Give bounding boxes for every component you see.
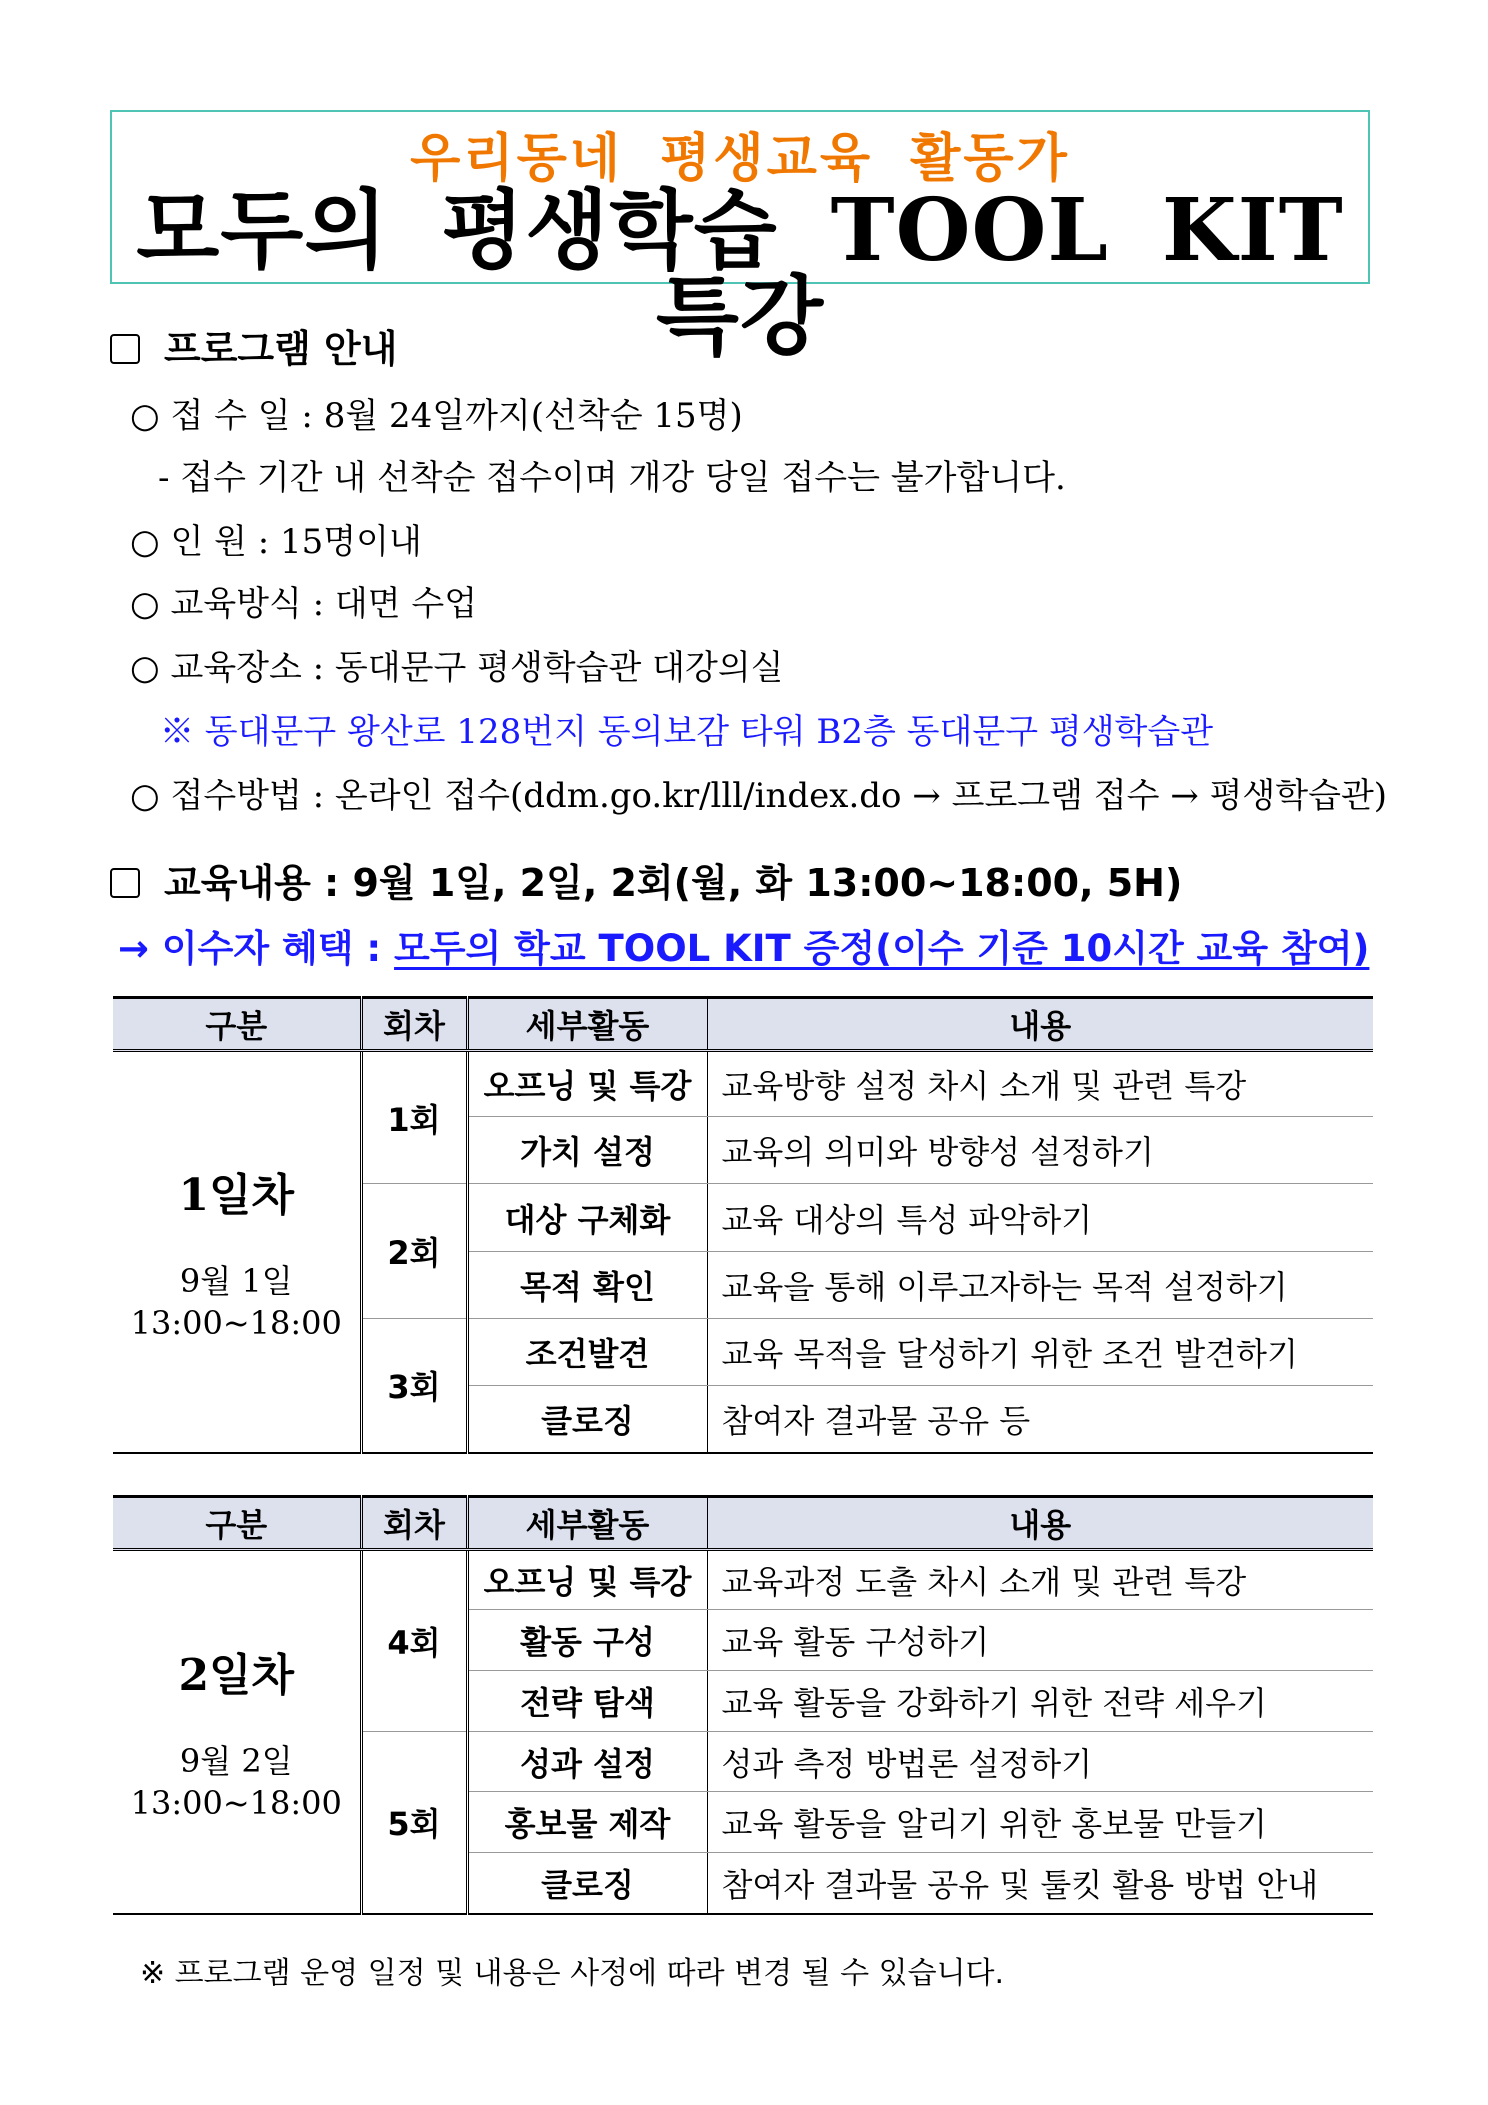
info-line-deadline: ○ 접 수 일 : 8월 24일까지(선착순 15명): [130, 396, 743, 436]
session-cell: 2회: [361, 1184, 467, 1319]
day-label: 2일차: [178, 1650, 295, 1702]
schedule-table-day2: [113, 1495, 1373, 1915]
activity-cell: 대상 구체화: [467, 1184, 707, 1252]
header-session: 회차: [361, 998, 467, 1051]
program-section-heading: 프로그램 안내: [110, 318, 397, 373]
benefit-line: [118, 918, 1369, 972]
header-detail: 내용: [707, 1497, 1373, 1550]
checkbox-square-icon: [110, 868, 140, 898]
detail-cell: 참여자 결과물 공유 및 툴킷 활용 방법 안내: [707, 1853, 1373, 1914]
activity-cell: 조건발견: [467, 1319, 707, 1386]
detail-cell: 교육방향 설정 차시 소개 및 관련 특강: [707, 1051, 1373, 1117]
content-section-heading: 교육내용 : 9월 1일, 2일, 2회(월, 화 13:00~18:00, 5H): [110, 852, 1182, 907]
detail-cell: 교육 활동을 알리기 위한 홍보물 만들기: [707, 1792, 1373, 1853]
day-cell: [113, 1051, 361, 1453]
day-date: 9월 2일 13:00~18:00: [130, 1742, 342, 1822]
detail-cell: 교육 대상의 특성 파악하기: [707, 1184, 1373, 1252]
activity-cell: 클로징: [467, 1853, 707, 1914]
activity-cell: 오프닝 및 특강: [467, 1550, 707, 1610]
table-row: [113, 1051, 1373, 1117]
detail-cell: 교육의 의미와 방향성 설정하기: [707, 1117, 1373, 1184]
footer-note: ※ 프로그램 운영 일정 및 내용은 사정에 따라 변경 될 수 있습니다.: [140, 1956, 1005, 1991]
activity-cell: 클로징: [467, 1386, 707, 1453]
table-row: [113, 1550, 1373, 1610]
header-category: 구분: [113, 1497, 361, 1550]
detail-cell: 참여자 결과물 공유 등: [707, 1386, 1373, 1453]
day-label: 1일차: [178, 1170, 295, 1222]
activity-cell: 가치 설정: [467, 1117, 707, 1184]
session-cell: 1회: [361, 1051, 467, 1184]
page-title: 모두의 평생학습 TOOL KIT 특강: [136, 180, 1344, 367]
day-date: 9월 1일 13:00~18:00: [130, 1262, 342, 1342]
session-cell: 4회: [361, 1550, 467, 1732]
benefit-prefix: → 이수자 혜택 :: [118, 927, 395, 970]
detail-cell: 교육과정 도출 차시 소개 및 관련 특강: [707, 1550, 1373, 1610]
info-line-method: ○ 교육방식 : 대면 수업: [130, 584, 478, 624]
detail-cell: 교육 활동 구성하기: [707, 1610, 1373, 1671]
header-session: 회차: [361, 1497, 467, 1550]
detail-cell: 교육을 통해 이루고자하는 목적 설정하기: [707, 1252, 1373, 1319]
session-cell: 5회: [361, 1732, 467, 1914]
header-detail: 내용: [707, 998, 1373, 1051]
info-line-capacity: ○ 인 원 : 15명이내: [130, 522, 422, 562]
activity-cell: 홍보물 제작: [467, 1792, 707, 1853]
header-activity: 세부활동: [467, 1497, 707, 1550]
activity-cell: 성과 설정: [467, 1732, 707, 1792]
day-cell: [113, 1550, 361, 1914]
activity-cell: 전략 탐색: [467, 1671, 707, 1732]
checkbox-square-icon: [110, 334, 140, 364]
activity-cell: 활동 구성: [467, 1610, 707, 1671]
detail-cell: 교육 활동을 강화하기 위한 전략 세우기: [707, 1671, 1373, 1732]
table-header-row: [113, 1497, 1373, 1550]
benefit-text: 모두의 학교 TOOL KIT 증정(이수 기준 10시간 교육 참여): [394, 927, 1370, 970]
info-line-deadline-note: - 접수 기간 내 선착순 접수이며 개강 당일 접수는 불가합니다.: [158, 458, 1066, 498]
info-line-address: ※ 동대문구 왕산로 128번지 동의보감 타워 B2층 동대문구 평생학습관: [160, 712, 1214, 752]
header-category: 구분: [113, 998, 361, 1051]
info-line-registration: ○ 접수방법 : 온라인 접수(ddm.go.kr/lll/index.do → 프로그램 접수 → 평생학습관): [130, 776, 1388, 816]
session-cell: 3회: [361, 1319, 467, 1453]
table-header-row: [113, 998, 1373, 1051]
detail-cell: 교육 목적을 달성하기 위한 조건 발견하기: [707, 1319, 1373, 1386]
info-line-location: ○ 교육장소 : 동대문구 평생학습관 대강의실: [130, 648, 784, 688]
activity-cell: 목적 확인: [467, 1252, 707, 1319]
header-activity: 세부활동: [467, 998, 707, 1051]
subtitle: 우리동네 평생교육 활동가: [410, 129, 1070, 189]
activity-cell: 오프닝 및 특강: [467, 1051, 707, 1117]
schedule-table-day1: [113, 996, 1373, 1454]
detail-cell: 성과 측정 방법론 설정하기: [707, 1732, 1373, 1792]
